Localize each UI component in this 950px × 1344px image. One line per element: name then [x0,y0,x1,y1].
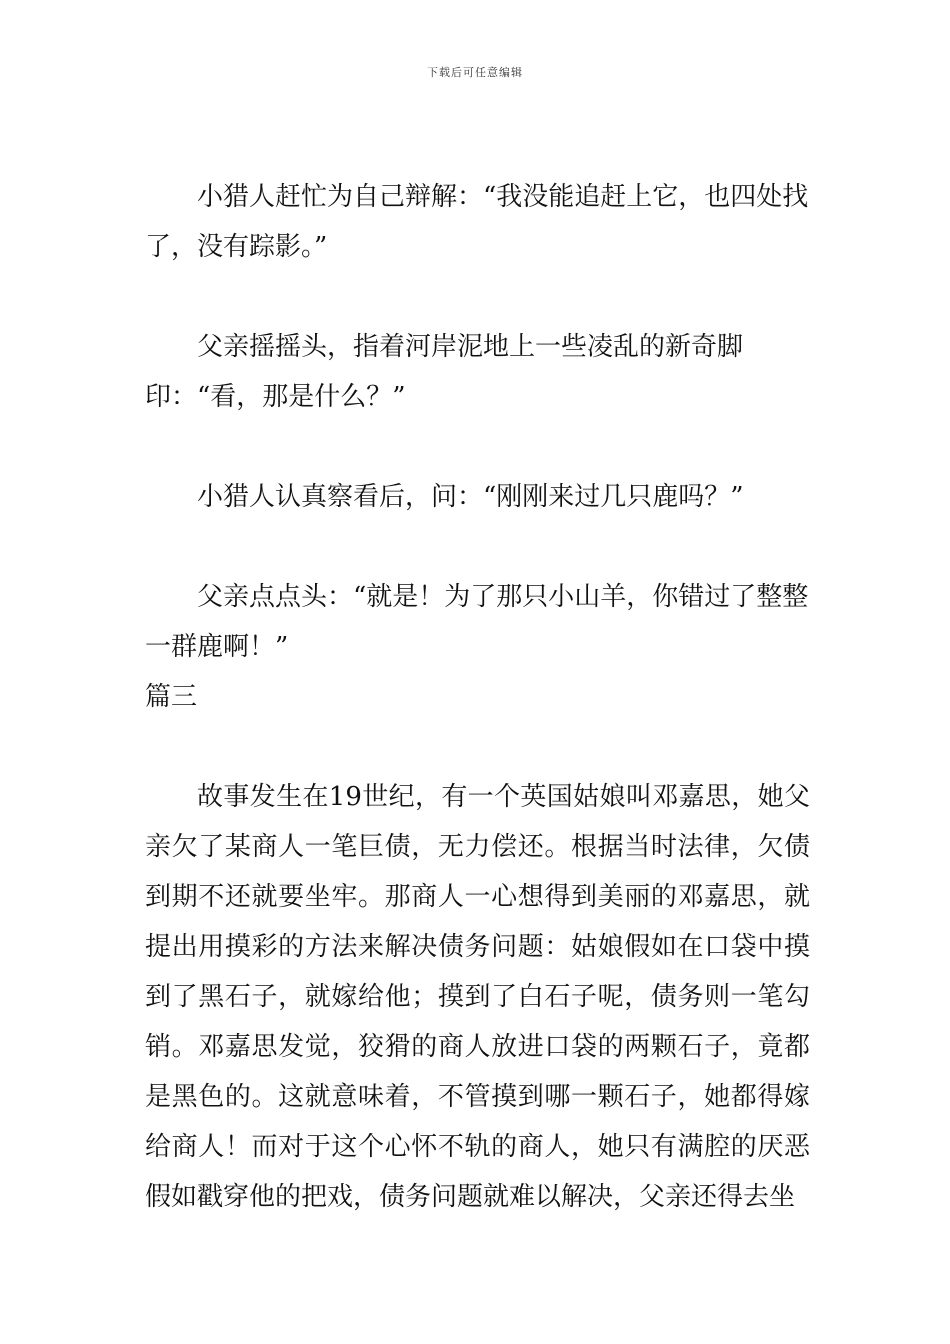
paragraph-4: 父亲点点头：“就是！为了那只小山羊，你错过了整整一群鹿啊！” [145,582,809,662]
paragraph-1: 小猎人赶忙为自己辩解：“我没能追赶上它，也四处找了，没有踪影。” [145,182,809,262]
paragraph-3: 小猎人认真察看后，问：“刚刚来过几只鹿吗？” [197,482,744,512]
paragraph-2: 父亲摇摇头，指着河岸泥地上一些凌乱的新奇脚印：“看，那是什么？” [145,332,744,412]
section-title: 篇三 [145,682,198,712]
section-paragraph: 故事发生在19世纪，有一个英国姑娘叫邓嘉思，她父亲欠了某商人一笔巨债，无力偿还。根据当时法律，欠债到期不还就要坐牢。那商人一心想得到美丽的邓嘉思，就提出用摸彩的方法来解决债务问题：姑娘假如在口袋中摸到了黑石子，就嫁给他；摸到了白石子呢，债务则一笔勾销。邓嘉思发觉，狡猾的商人放进口袋的两颗石子，竟都是黑色的。这就意味着，不管摸到哪一颗石子，她都得嫁给商人！而对于这个心怀不轨的商人，她只有满腔的厌恶假如戳穿他的把戏，债务问题就难以解决，父亲还得去坐 [145,782,810,1212]
document-body [145,172,810,1222]
page-header-note: 下载后可任意编辑 [427,66,523,79]
